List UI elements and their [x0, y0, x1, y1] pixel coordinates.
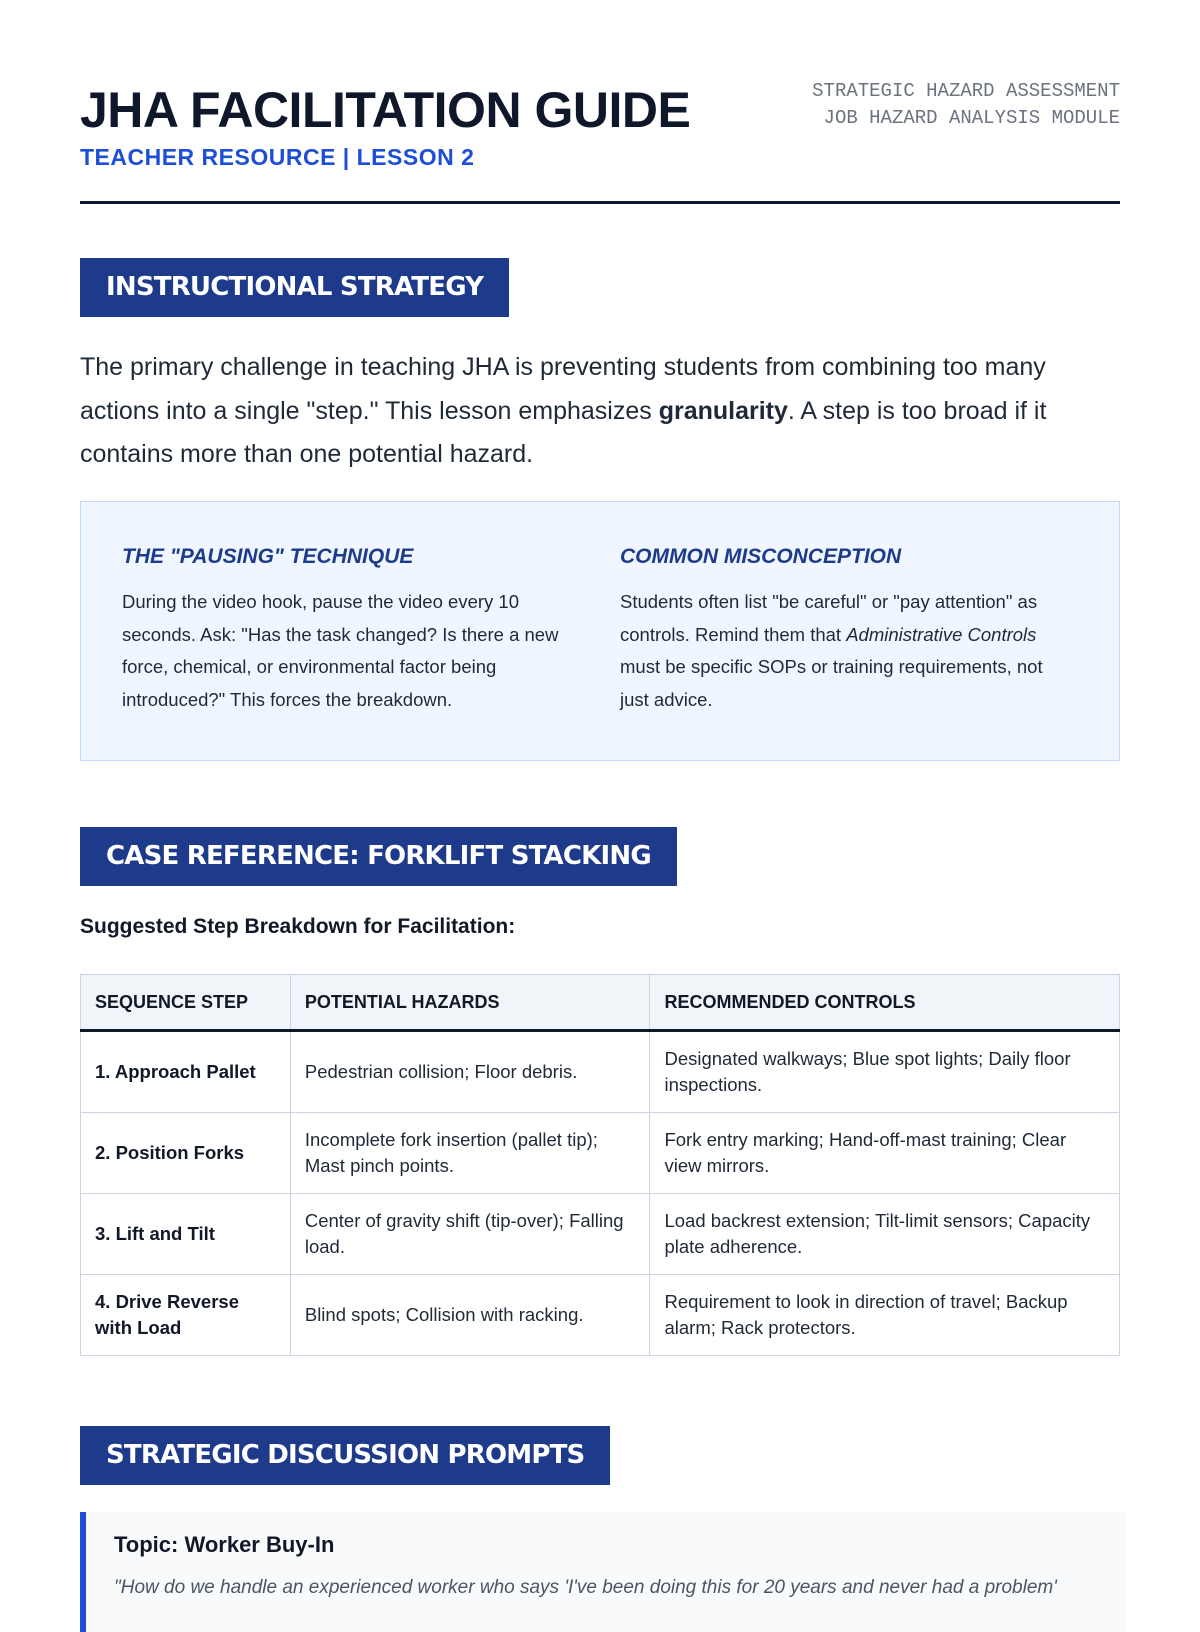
callout-right-text-start: Students often list "be careful" or "pay attention" as controls. Remind them that	[620, 591, 1038, 645]
callout-right-text-end: must be specific SOPs or training requirements, not just advice.	[620, 656, 1043, 710]
page-title: JHA FACILITATION GUIDE	[80, 82, 691, 138]
module-meta	[812, 78, 1120, 132]
strategy-intro	[80, 346, 1120, 477]
callout-right-title: COMMON MISCONCEPTION	[620, 545, 902, 568]
controls-cell: Load backrest extension; Tilt-limit sensors; Capacity plate adherence.	[650, 1194, 1120, 1275]
meta-line-1: STRATEGIC HAZARD ASSESSMENT	[812, 80, 1120, 102]
hazards-cell: Blind spots; Collision with racking.	[290, 1275, 650, 1356]
discussion-topic-card	[80, 1512, 1126, 1632]
intro-emphasis: granularity	[658, 396, 788, 425]
callout-common-misconception	[620, 542, 1075, 716]
table-row	[81, 1194, 1120, 1275]
table-lead: Suggested Step Breakdown for Facilitation:	[80, 915, 516, 938]
controls-cell: Designated walkways; Blue spot lights; Daily floor inspections.	[650, 1031, 1120, 1113]
callout-right-text	[620, 586, 1075, 716]
controls-cell: Requirement to look in direction of travel; Backup alarm; Rack protectors.	[650, 1275, 1120, 1356]
hazards-cell: Pedestrian collision; Floor debris.	[290, 1031, 650, 1113]
step-cell: 1. Approach Pallet	[81, 1031, 291, 1113]
section-heading-case: CASE REFERENCE: FORKLIFT STACKING	[80, 827, 677, 886]
document-header	[80, 78, 1120, 204]
strategy-callout	[80, 501, 1120, 761]
column-header: RECOMMENDED CONTROLS	[650, 975, 1120, 1031]
callout-pausing-technique	[122, 542, 577, 716]
table-row	[81, 1031, 1120, 1113]
callout-right-emphasis: Administrative Controls	[846, 623, 1037, 645]
column-header: POTENTIAL HAZARDS	[290, 975, 650, 1031]
step-breakdown-table	[80, 974, 1120, 1356]
section-heading-discussion: STRATEGIC DISCUSSION PROMPTS	[80, 1426, 610, 1485]
table-row	[81, 1275, 1120, 1356]
section-heading-strategy: INSTRUCTIONAL STRATEGY	[80, 258, 509, 317]
table-header-row	[81, 975, 1120, 1031]
intro-text-start: The primary challenge in teaching JHA is preventing students from combining too many actions into a single "step." This lesson emphasizes	[80, 353, 1046, 425]
topic-quote: "How do we handle an experienced worker who says 'I've been doing this for 20 years and never had a problem'	[114, 1577, 1057, 1598]
hazards-cell: Incomplete fork insertion (pallet tip); Mast pinch points.	[290, 1113, 650, 1194]
callout-left-title: THE "PAUSING" TECHNIQUE	[122, 545, 414, 568]
table-row	[81, 1113, 1120, 1194]
topic-title: Topic: Worker Buy-In	[114, 1532, 335, 1557]
controls-cell: Fork entry marking; Hand-off-mast training; Clear view mirrors.	[650, 1113, 1120, 1194]
step-cell: 2. Position Forks	[81, 1113, 291, 1194]
step-cell: 4. Drive Reverse with Load	[81, 1275, 291, 1356]
step-cell: 3. Lift and Tilt	[81, 1194, 291, 1275]
callout-left-text: During the video hook, pause the video every 10 seconds. Ask: "Has the task changed? Is there a new force, chemical, or environmental factor being introduced?" This forces the breakdown.	[122, 591, 559, 710]
hazards-cell: Center of gravity shift (tip-over); Falling load.	[290, 1194, 650, 1275]
meta-line-2: JOB HAZARD ANALYSIS MODULE	[823, 107, 1120, 129]
column-header: SEQUENCE STEP	[81, 975, 291, 1031]
intro-text-end: . A step is too broad if it contains more than one potential hazard.	[80, 396, 1047, 468]
page-subtitle: TEACHER RESOURCE | LESSON 2	[80, 144, 475, 170]
